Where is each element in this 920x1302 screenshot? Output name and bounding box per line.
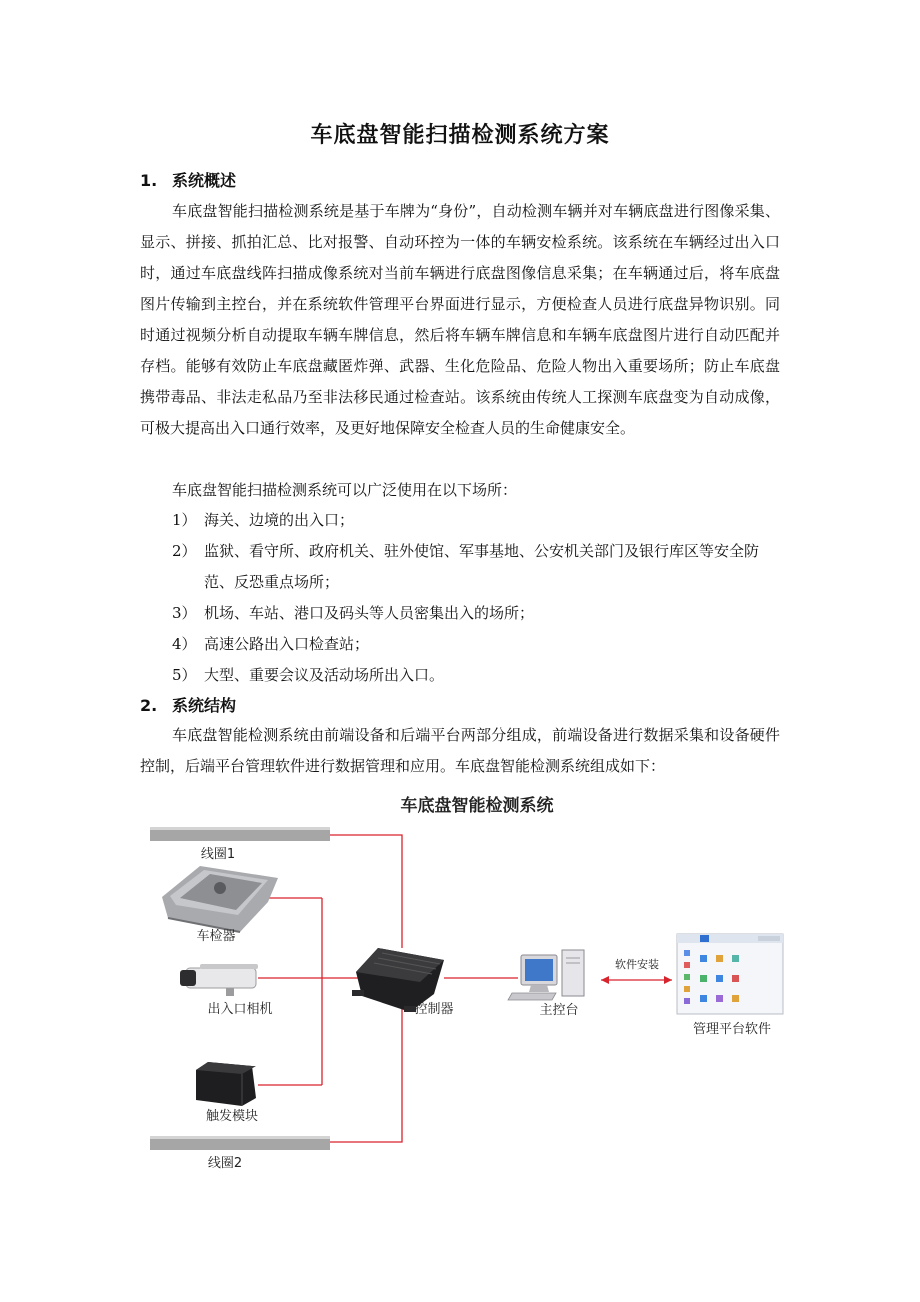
list-item (172, 536, 782, 598)
platform-label: 管理平台软件 (692, 1022, 772, 1037)
document-title: 车底盘智能扫描检测系统方案 (310, 123, 610, 148)
list-item-number: 1） (172, 511, 197, 529)
list-item-text: 高速公路出入口检查站； (204, 635, 370, 653)
loop1-highlight (150, 827, 330, 830)
list-item (172, 660, 782, 691)
section-1-heading (140, 168, 236, 191)
loop2-highlight (150, 1136, 330, 1139)
section-2-title: 系统结构 (172, 696, 237, 715)
section-1-paragraph-1: 车底盘智能扫描检测系统是基于车牌为“身份”，自动检测车辆并对车辆底盘进行图像采集、显示、拼接、抓拍汇总、比对报警、自动环控为一体的车辆安检系统。该系统在车辆经过出入口时，通过车底盘线阵扫描成像系统对当前车辆进行底盘图像信息采集；在车辆通过后，将车底盘图片传输到主控台，并在系统软件管理平台界面进行显示，方便检查人员进行底盘异物识别。同时通过视频分析自动提取车辆车牌信息，然后将车辆车牌信息和车辆车底盘图片进行自动匹配并存档。能够有效防止车底盘藏匿炸弹、武器、生化危险品、危险人物出入重要场所；防止车底盘携带毒品、非法走私品乃至非法移民通过检查站。该系统由传统人工探测车底盘变为自动成像，可极大提高出入口通行效率，及更好地保障安全检查人员的生命健康安全。 (140, 202, 780, 437)
camera-icon (180, 964, 258, 996)
list-item-number: 4） (172, 635, 197, 653)
vehicle-detector-icon (162, 866, 278, 932)
list-item (172, 598, 782, 629)
connector-lines (258, 835, 672, 1142)
loop2-label: 线圈2 (207, 1156, 243, 1171)
trigger-module-label: 触发模块 (205, 1109, 259, 1124)
arrow-right-icon (664, 976, 672, 984)
list-item-text: 大型、重要会议及活动场所出入口。 (204, 666, 445, 684)
list-item-number: 3） (172, 604, 197, 622)
section-2-paragraph-1: 车底盘智能检测系统由前端设备和后端平台两部分组成，前端设备进行数据采集和设备硬件控制，后端平台管理软件进行数据管理和应用。车底盘智能检测系统组成如下： (140, 726, 780, 775)
arrow-left-icon (601, 976, 609, 984)
camera-label: 出入口相机 (207, 1002, 273, 1017)
list-item-text: 机场、车站、港口及码头等人员密集出入的场所； (204, 604, 535, 622)
line-loop1-controller (330, 835, 402, 948)
list-item (172, 629, 782, 660)
console-pc-icon (508, 950, 584, 1000)
places-list (172, 505, 782, 691)
controller-label: 控制器 (414, 1002, 454, 1017)
section-1-title: 系统概述 (172, 171, 237, 190)
diagram-title: 车底盘智能检测系统 (400, 796, 554, 816)
console-label: 主控台 (539, 1003, 579, 1018)
section-1-number: 1. (140, 171, 158, 190)
section-2-heading (140, 693, 236, 716)
software-install-label: 软件安装 (615, 958, 659, 971)
list-item (172, 505, 782, 536)
line-loop2-controller (330, 1005, 402, 1142)
section-1-paragraph-2: 车底盘智能扫描检测系统可以广泛使用在以下场所： (172, 481, 518, 499)
list-item-text: 海关、边境的出入口； (204, 511, 355, 529)
loop1-label: 线圈1 (200, 847, 236, 862)
platform-window-icon (677, 934, 783, 1014)
section-2-number: 2. (140, 696, 158, 715)
list-item-number: 5） (172, 666, 197, 684)
trigger-module-icon (196, 1062, 256, 1106)
list-item-text: 监狱、看守所、政府机关、驻外使馆、军事基地、公安机关部门及银行库区等安全防范、反恐重点场所； (204, 542, 760, 591)
vehicle-detector-label: 车检器 (196, 929, 236, 944)
list-item-number: 2） (172, 542, 197, 560)
system-diagram (0, 780, 920, 1180)
